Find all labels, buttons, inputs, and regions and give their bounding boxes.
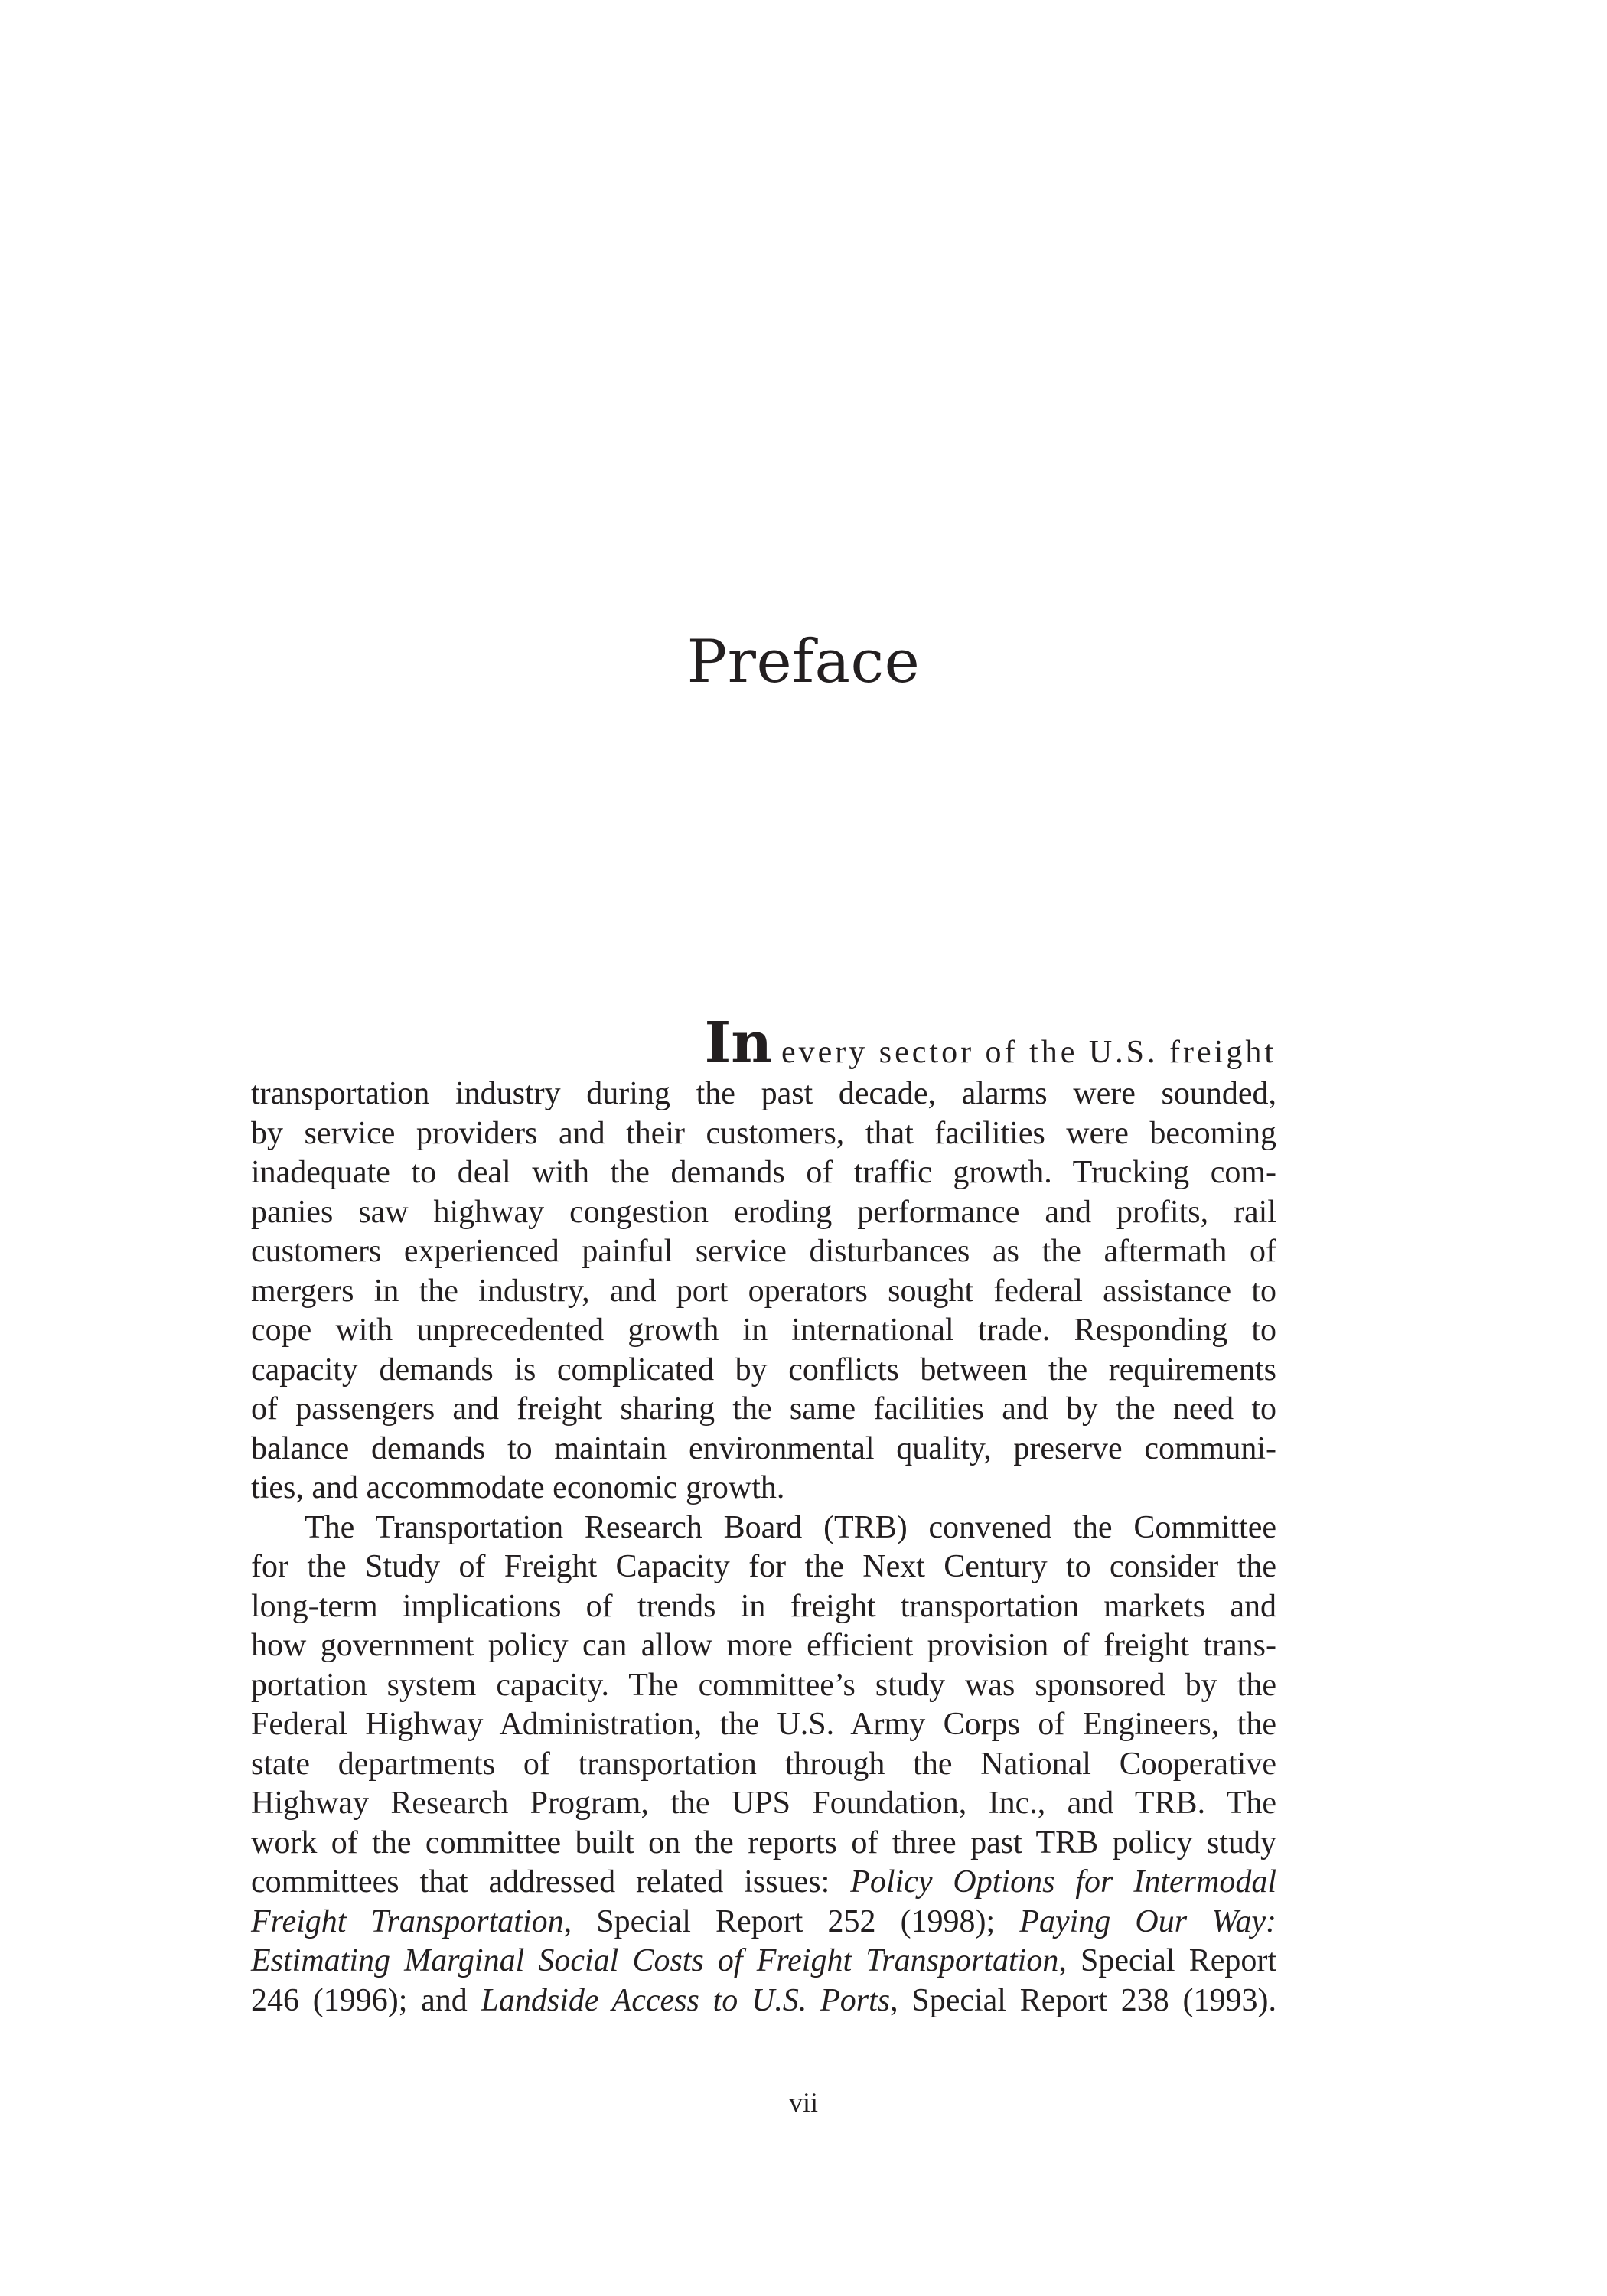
- text-line: portation system capacity. The committee’s study was sponsored by the: [251, 1667, 1276, 1703]
- body-text: [251, 1010, 1277, 2020]
- report-title-3: Landside Access to U.S. Ports: [481, 1982, 891, 2018]
- text-line: panies saw highway congestion eroding performance and profits, rail: [251, 1194, 1276, 1230]
- paragraph-2: [251, 1508, 1276, 2021]
- drop-cap: In: [704, 1010, 772, 1076]
- text-run: , Special Report 252 (1998);: [563, 1903, 1020, 1939]
- text-line: cope with unprecedented growth in international trade. Responding to: [251, 1313, 1276, 1348]
- paragraph-1: [251, 1010, 1276, 1508]
- text-line: [251, 1981, 1276, 2021]
- page-title: Preface: [686, 628, 921, 696]
- text-line: The Transportation Research Board (TRB) convened the Committee: [305, 1509, 1276, 1545]
- text-run: , Special Report: [1058, 1943, 1277, 1978]
- text-line: [251, 1903, 1276, 1942]
- report-title-1: Policy Options for Intermodal: [850, 1864, 1276, 1900]
- text-run: committees that addressed related issues:: [251, 1864, 851, 1900]
- text-line: mergers in the industry, and port operators sought federal assistance to: [251, 1273, 1276, 1309]
- text-line: state departments of transportation through the National Cooperative: [251, 1746, 1276, 1782]
- lead-line: [251, 1010, 1276, 1076]
- text-line: of passengers and freight sharing the same facilities and by the need to: [251, 1391, 1276, 1427]
- text-line: capacity demands is complicated by conflicts between the requirements: [251, 1352, 1276, 1388]
- text-run: 246 (1996); and: [251, 1982, 481, 2018]
- report-title-2: Paying Our Way:: [1019, 1903, 1276, 1939]
- text-line: by service providers and their customers, that facilities were becoming: [251, 1115, 1276, 1151]
- text-line: customers experienced painful service disturbances as the aftermath of: [251, 1234, 1276, 1269]
- text-line: transportation industry during the past decade, alarms were sounded,: [251, 1076, 1276, 1111]
- text-line: ties, and accommodate economic growth.: [251, 1470, 785, 1505]
- text-line: [251, 1942, 1276, 1981]
- text-line: long-term implications of trends in freight transportation markets and: [251, 1588, 1276, 1624]
- report-title-2-cont: Estimating Marginal Social Costs of Freight Transportation: [251, 1943, 1059, 1978]
- text-line: Highway Research Program, the UPS Foundation, Inc., and TRB. The: [251, 1786, 1276, 1821]
- report-title-1-cont: Freight Transportation: [251, 1903, 564, 1939]
- text-run: , Special Report 238 (1993).: [890, 1982, 1276, 2018]
- text-line: Federal Highway Administration, the U.S. Army Corps of Engineers, the: [251, 1707, 1276, 1742]
- text-line: [251, 1863, 1276, 1903]
- lead-line-text: every sector of the U.S. freight: [781, 1035, 1276, 1070]
- text-line: for the Study of Freight Capacity for the Next Century to consider the: [251, 1549, 1276, 1584]
- text-line: work of the committee built on the reports of three past TRB policy study: [251, 1825, 1276, 1861]
- text-line: balance demands to maintain environmental quality, preserve communi-: [251, 1430, 1276, 1466]
- text-line: how government policy can allow more efficient provision of freight trans-: [251, 1628, 1276, 1663]
- page-number: vii: [788, 2087, 818, 2118]
- text-line: inadequate to deal with the demands of traffic growth. Trucking com-: [251, 1155, 1276, 1190]
